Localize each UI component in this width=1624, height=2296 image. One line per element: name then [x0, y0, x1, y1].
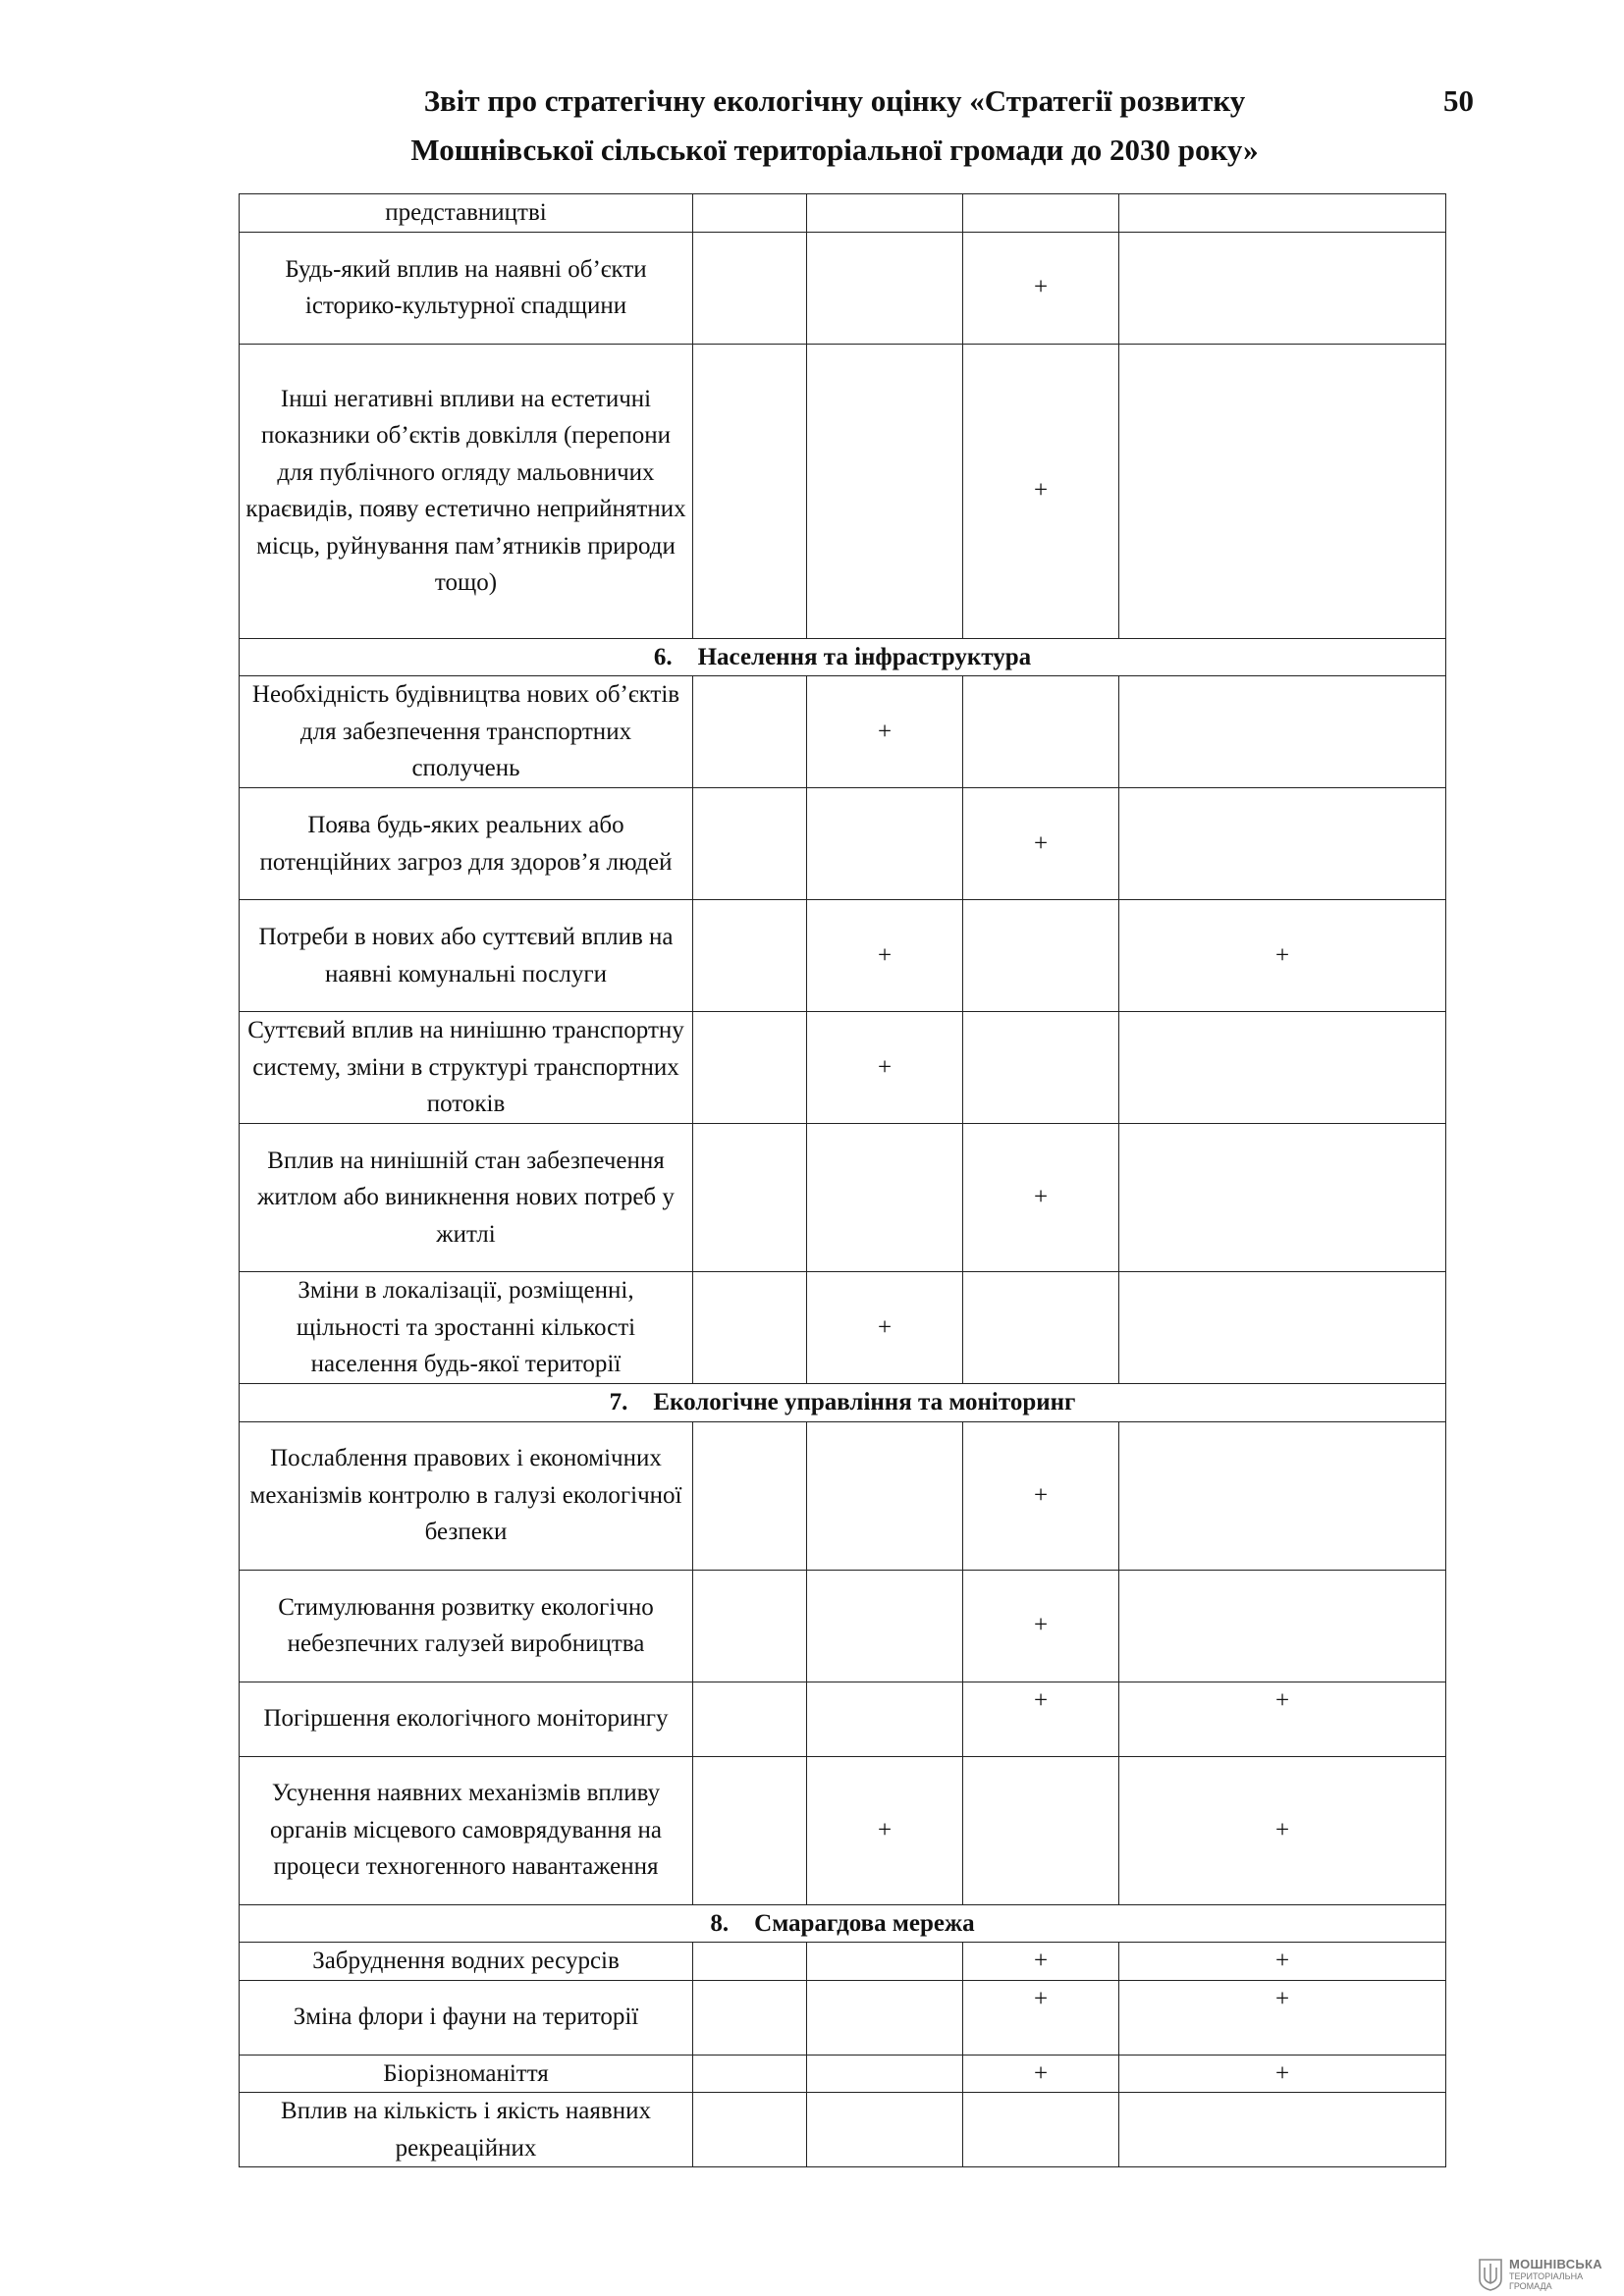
table-row	[240, 1124, 1446, 1272]
logo-subtitle-1: ТЕРИТОРІАЛЬНА	[1509, 2271, 1584, 2281]
mark-cell: +	[807, 1272, 963, 1384]
impact-description: Зміни в локалізації, розміщенні, щільності та зростанні кількості населення будь-якої території	[240, 1272, 693, 1384]
impact-description: Стимулювання розвитку екологічно небезпечних галузей виробництва	[240, 1570, 693, 1682]
mark-cell: +	[807, 1756, 963, 1904]
mark-cell	[807, 344, 963, 638]
table-row	[240, 194, 1446, 233]
impact-description: Зміна флори і фауни на території	[240, 1980, 693, 2055]
mark-cell: +	[1119, 900, 1446, 1012]
mark-cell	[693, 1756, 807, 1904]
mark-cell	[807, 1124, 963, 1272]
mark-cell	[807, 1682, 963, 1756]
section-header-row	[240, 638, 1446, 676]
mark-cell: +	[963, 232, 1119, 344]
impact-description: представництві	[240, 194, 693, 233]
header-line-1: Звіт про стратегічну екологічну оцінку «Стратегії розвитку	[423, 83, 1246, 118]
mark-cell	[693, 788, 807, 900]
table-row	[240, 900, 1446, 1012]
table-row	[240, 1570, 1446, 1682]
document-header	[324, 77, 1345, 175]
mark-cell: +	[1119, 1682, 1446, 1756]
mark-cell	[693, 1570, 807, 1682]
impact-description: Вплив на кількість і якість наявних рекреаційних	[240, 2093, 693, 2167]
mark-cell	[963, 1756, 1119, 1904]
table-row	[240, 1012, 1446, 1124]
table-row	[240, 2093, 1446, 2167]
mark-cell	[693, 900, 807, 1012]
table-row	[240, 1421, 1446, 1570]
impact-description: Послаблення правових і економічних механізмів контролю в галузі екологічної безпеки	[240, 1421, 693, 1570]
mark-cell	[693, 1943, 807, 1981]
mark-cell: +	[807, 900, 963, 1012]
mark-cell: +	[807, 676, 963, 788]
mark-cell	[807, 2055, 963, 2093]
table-row	[240, 1943, 1446, 1981]
mark-cell	[693, 1980, 807, 2055]
trident-emblem-icon	[1478, 2258, 1503, 2291]
mark-cell	[963, 1272, 1119, 1384]
impact-description: Інші негативні впливи на естетичні показники об’єктів довкілля (перепони для публічного огляду мальовничих краєвидів, появу естетично неприйнятних місць, руйнування пам’ятників природи тощо)	[240, 344, 693, 638]
table-row	[240, 788, 1446, 900]
mark-cell: +	[963, 1980, 1119, 2055]
community-logo	[1478, 2258, 1615, 2291]
mark-cell: +	[963, 1943, 1119, 1981]
mark-cell	[963, 2093, 1119, 2167]
section-title	[240, 1384, 1446, 1422]
mark-cell: +	[807, 1012, 963, 1124]
mark-cell	[807, 1421, 963, 1570]
table-row	[240, 2055, 1446, 2093]
mark-cell	[1119, 1124, 1446, 1272]
impact-description: Суттєвий вплив на нинішню транспортну систему, зміни в структурі транспортних потоків	[240, 1012, 693, 1124]
mark-cell	[693, 1272, 807, 1384]
section-header-row	[240, 1384, 1446, 1422]
mark-cell	[963, 1012, 1119, 1124]
mark-cell	[693, 232, 807, 344]
mark-cell	[807, 232, 963, 344]
table-row	[240, 676, 1446, 788]
impact-description: Вплив на нинішній стан забезпечення житлом або виникнення нових потреб у житлі	[240, 1124, 693, 1272]
header-line-2: Мошнівської сільської територіальної громади до 2030 року»	[410, 133, 1259, 167]
mark-cell	[693, 1682, 807, 1756]
mark-cell	[693, 194, 807, 233]
impact-description: Поява будь-яких реальних або потенційних загроз для здоров’я людей	[240, 788, 693, 900]
section-number: 8.	[710, 1909, 730, 1937]
mark-cell: +	[963, 788, 1119, 900]
mark-cell	[693, 1124, 807, 1272]
mark-cell	[1119, 1421, 1446, 1570]
mark-cell	[807, 788, 963, 900]
mark-cell	[807, 1943, 963, 1981]
impact-description: Біорізноманіття	[240, 2055, 693, 2093]
mark-cell	[693, 1421, 807, 1570]
mark-cell: +	[1119, 1756, 1446, 1904]
mark-cell	[693, 2055, 807, 2093]
mark-cell	[963, 900, 1119, 1012]
table-row	[240, 344, 1446, 638]
mark-cell	[1119, 1012, 1446, 1124]
table-row	[240, 1980, 1446, 2055]
logo-name: МОШНІВСЬКА	[1509, 2257, 1602, 2271]
mark-cell	[693, 344, 807, 638]
section-title-text: Населення та інфраструктура	[697, 643, 1032, 670]
assessment-table	[239, 193, 1446, 2167]
mark-cell	[1119, 232, 1446, 344]
page-number: 50	[1443, 83, 1474, 118]
impact-description: Погіршення екологічного моніторингу	[240, 1682, 693, 1756]
section-title	[240, 638, 1446, 676]
section-number: 7.	[609, 1389, 628, 1415]
mark-cell	[693, 2093, 807, 2167]
mark-cell	[807, 2093, 963, 2167]
mark-cell	[1119, 788, 1446, 900]
mark-cell: +	[1119, 2055, 1446, 2093]
table-row	[240, 232, 1446, 344]
logo-subtitle-2: ГРОМАДА	[1509, 2281, 1552, 2291]
mark-cell	[963, 676, 1119, 788]
mark-cell: +	[1119, 1943, 1446, 1981]
table-row	[240, 1682, 1446, 1756]
mark-cell: +	[963, 1421, 1119, 1570]
mark-cell: +	[963, 344, 1119, 638]
mark-cell	[1119, 344, 1446, 638]
mark-cell	[807, 1570, 963, 1682]
mark-cell: +	[1119, 1980, 1446, 2055]
section-header-row	[240, 1904, 1446, 1943]
impact-description: Потреби в нових або суттєвий вплив на наявні комунальні послуги	[240, 900, 693, 1012]
section-title	[240, 1904, 1446, 1943]
mark-cell	[807, 1980, 963, 2055]
section-title-text: Смарагдова мережа	[754, 1909, 975, 1937]
mark-cell: +	[963, 1570, 1119, 1682]
mark-cell: +	[963, 1682, 1119, 1756]
mark-cell	[963, 194, 1119, 233]
mark-cell	[693, 1012, 807, 1124]
impact-description: Забруднення водних ресурсів	[240, 1943, 693, 1981]
mark-cell: +	[963, 2055, 1119, 2093]
mark-cell	[807, 194, 963, 233]
mark-cell	[693, 676, 807, 788]
impact-description: Будь-який вплив на наявні об’єкти історико-культурної спадщини	[240, 232, 693, 344]
mark-cell	[1119, 1570, 1446, 1682]
impact-description: Усунення наявних механізмів впливу органів місцевого самоврядування на процеси техногенного навантаження	[240, 1756, 693, 1904]
mark-cell	[1119, 1272, 1446, 1384]
table-row	[240, 1756, 1446, 1904]
impact-description: Необхідність будівництва нових об’єктів для забезпечення транспортних сполучень	[240, 676, 693, 788]
mark-cell	[1119, 2093, 1446, 2167]
table-row	[240, 1272, 1446, 1384]
mark-cell: +	[963, 1124, 1119, 1272]
mark-cell	[1119, 676, 1446, 788]
mark-cell	[1119, 194, 1446, 233]
section-number: 6.	[653, 643, 673, 670]
section-title-text: Екологічне управління та моніторинг	[653, 1389, 1076, 1415]
